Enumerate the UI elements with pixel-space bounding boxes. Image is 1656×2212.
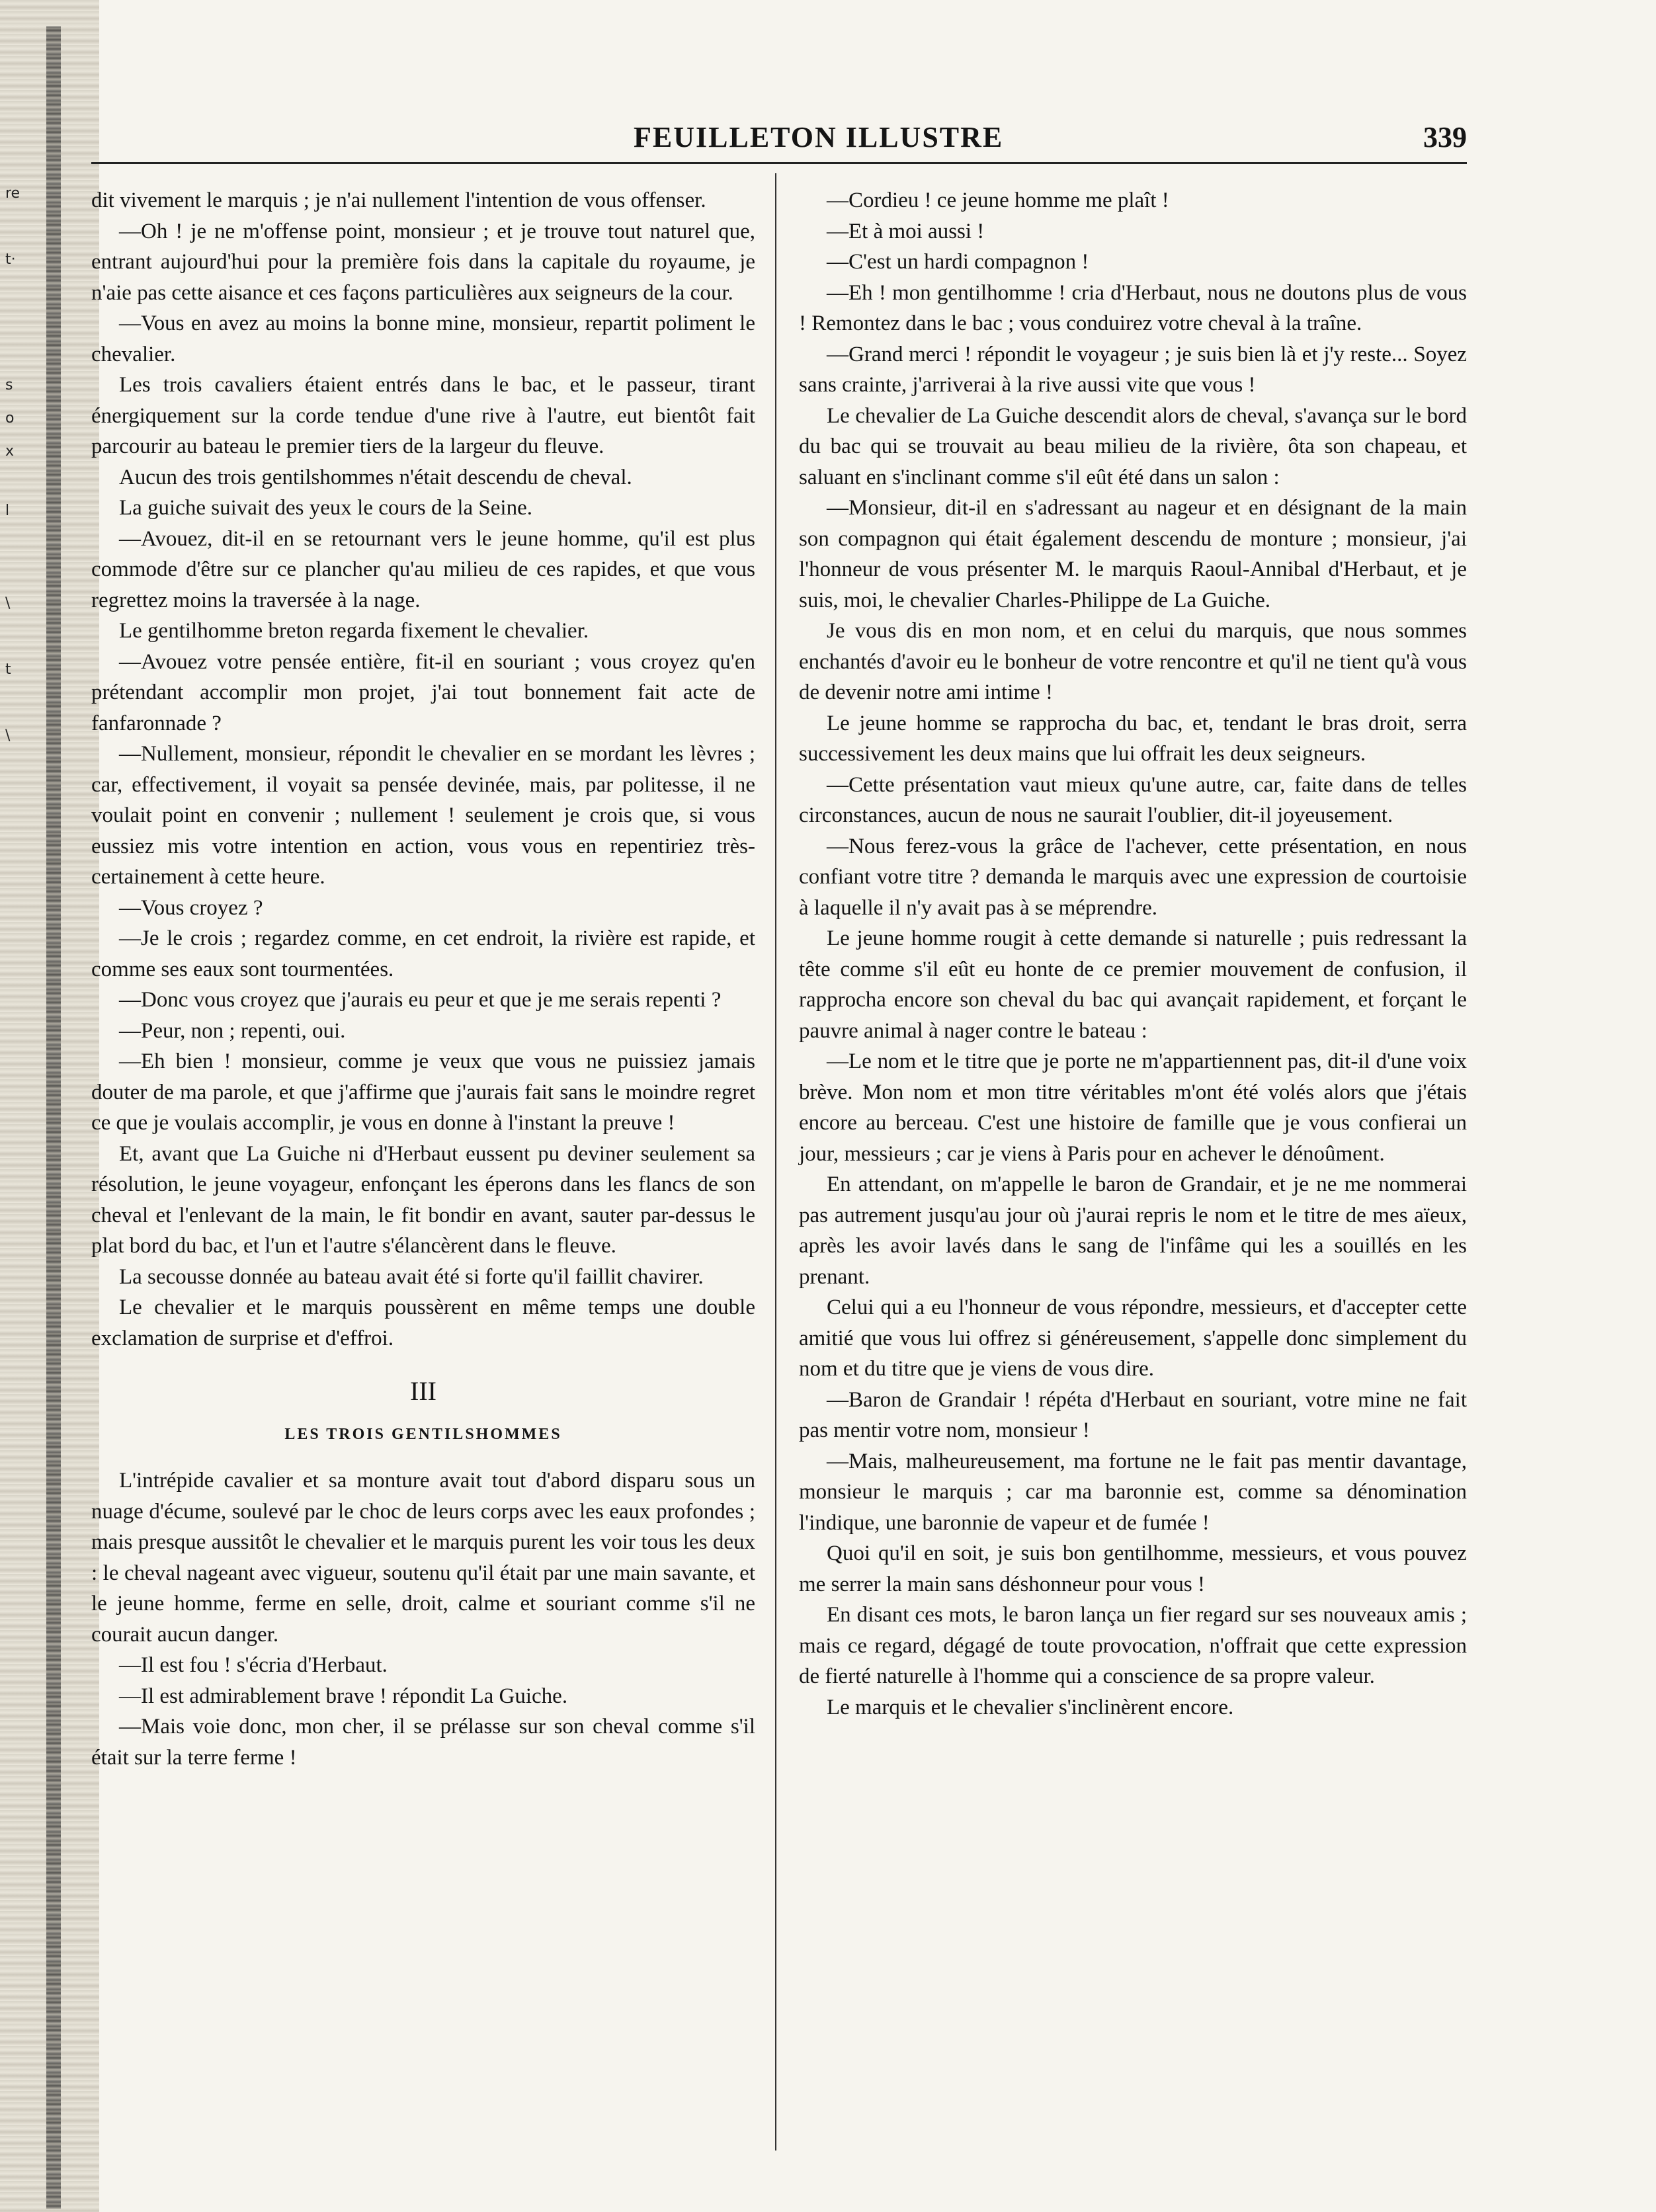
paragraph: —Oh ! je ne m'offense point, monsieur ; et je trouve tout naturel que, entrant aujourd'hui pour la première fois dans la capitale du royaume, je n'aie pas cette aisance et ces façons particulières aux seigneurs de la cour. <box>91 219 755 305</box>
paragraph: —Eh bien ! monsieur, comme je veux que vous ne puissiez jamais douter de ma parole, et que j'affirme que j'aurais fait sans le moindre regret ce que je voulais accomplir, je vous en donne à l'instant la preuve ! <box>91 1049 755 1135</box>
paragraph: —Nous ferez-vous la grâce de l'achever, cette présentation, en nous confiant votre titre ? demanda le marquis avec une expression de courtoisie à laquelle il n'y avait pas à se méprendre. <box>799 834 1467 920</box>
paragraph: —Peur, non ; repenti, oui. <box>119 1018 346 1043</box>
paragraph: La secousse donnée au bateau avait été si forte qu'il faillit chavirer. <box>119 1264 704 1289</box>
margin-mark: x <box>5 443 15 460</box>
page-number: 339 <box>1423 121 1467 153</box>
paragraph: —Il est admirablement brave ! répondit La Guiche. <box>119 1684 568 1708</box>
paragraph: —Monsieur, dit-il en s'adressant au nageur et en désignant de la main son compagnon qui était également descendu de monture ; monsieur, j'ai l'honneur de vous présenter M. le marquis Raoul-Annibal d'Herbaut, et je suis, moi, le chevalier Charles-Philippe de La Guiche. <box>799 496 1467 612</box>
paragraph: Et, avant que La Guiche ni d'Herbaut eussent pu deviner seulement sa résolution, le jeune voyageur, enfonçant les éperons dans les flancs de son cheval et l'enlevant de la main, le fit bondir en avant, sauter par-dessus le plat bord du bac, et l'un et l'autre s'élancèrent dans le fleuve. <box>91 1141 755 1258</box>
paragraph: Aucun des trois gentilshommes n'était descendu de cheval. <box>119 465 632 489</box>
header-rule <box>91 162 1467 164</box>
margin-mark: o <box>5 410 15 427</box>
paragraph: —Il est fou ! s'écria d'Herbaut. <box>119 1653 388 1677</box>
paragraph: —Et à moi aussi ! <box>827 219 985 243</box>
paragraph: —Vous en avez au moins la bonne mine, monsieur, repartit poliment le chevalier. <box>91 311 755 366</box>
paragraph: —Donc vous croyez que j'aurais eu peur et que je me serais repenti ? <box>119 988 722 1012</box>
section-title: LES TROIS GENTILSHOMMES <box>284 1425 562 1443</box>
left-column <box>91 185 755 2143</box>
paragraph: Celui qui a eu l'honneur de vous répondre, messieurs, et d'accepter cette amitié que vous lui offrez si généreusement, s'appelle donc simplement du nom et du titre que je viens de vous dire. <box>799 1295 1467 1381</box>
paragraph: Quoi qu'il en soit, je suis bon gentilhomme, messieurs, et vous pouvez me serrer la main sans déshonneur pour vous ! <box>799 1541 1467 1596</box>
paragraph: La guiche suivait des yeux le cours de la Seine. <box>119 496 532 520</box>
paragraph: En attendant, on m'appelle le baron de Grandair, et je ne me nommerai pas autrement jusqu'au jour où j'aurai repris le nom et le titre de mes aïeux, après les avoir lavés dans le sang de l'infâme qui les a souillés en les prenant. <box>799 1172 1467 1289</box>
paragraph: —Avouez votre pensée entière, fit-il en souriant ; vous croyez qu'en prétendant accomplir mon projet, j'ai tout bonnement fait acte de fanfaronnade ? <box>91 649 755 735</box>
margin-mark: t· <box>5 251 16 268</box>
paragraph: En disant ces mots, le baron lança un fier regard sur ses nouveaux amis ; mais ce regard, dégagé de toute provocation, n'offrait que cette expression de fierté naturelle à l'homme qui a conscience de sa propre valeur. <box>799 1603 1467 1688</box>
margin-mark: \ <box>5 727 11 744</box>
section-text <box>91 1465 755 1773</box>
paragraph: —Je le crois ; regardez comme, en cet endroit, la rivière est rapide, et comme ses eaux sont tourmentées. <box>91 926 755 981</box>
paragraph: —Avouez, dit-il en se retournant vers le jeune homme, qu'il est plus commode d'être sur ce plancher qu'au milieu de ces rapides, et que vous regrettez moins la traversée à la nage. <box>91 526 755 612</box>
binding-edge <box>46 26 61 2209</box>
paragraph: Les trois cavaliers étaient entrés dans le bac, et le passeur, tirant énergiquement sur la corde tendue d'une rive à l'autre, eut bientôt fait parcourir au bateau le premier tiers de la largeur du fleuve. <box>91 373 755 458</box>
paragraph: —Eh ! mon gentilhomme ! cria d'Herbaut, nous ne doutons plus de vous ! Remontez dans le bac ; vous conduirez votre cheval à la traîne. <box>799 280 1467 335</box>
margin-mark: l <box>5 503 10 519</box>
paragraph: Le chevalier de La Guiche descendit alors de cheval, s'avança sur le bord du bac qui se trouvait au beau milieu de la rivière, ôta son chapeau, et saluant en s'inclinant comme s'il eût été dans un salon : <box>799 403 1467 489</box>
paragraph: —C'est un hardi compagnon ! <box>827 250 1089 274</box>
paragraph: Je vous dis en mon nom, et en celui du marquis, que nous sommes enchantés d'avoir eu le bonheur de votre rencontre et qu'il ne tient qu'à vous de devenir notre ami intime ! <box>799 619 1467 704</box>
column-divider <box>775 173 776 2151</box>
paragraph: Le jeune homme rougit à cette demande si naturelle ; puis redressant la tête comme s'il eût eu honte de ce premier mouvement de confusion, il rapprocha encore son cheval du bac qui avançait rapidement, et forçant le pauvre animal à nager contre le bateau : <box>799 926 1467 1043</box>
paragraph: —Mais voie donc, mon cher, il se prélasse sur son cheval comme s'il était sur la terre ferme ! <box>91 1715 755 1770</box>
paragraph: —Baron de Grandair ! répéta d'Herbaut en souriant, votre mine ne fait pas mentir votre nom, monsieur ! <box>799 1387 1467 1442</box>
paragraph: —Cette présentation vaut mieux qu'une autre, car, faite dans de telles circonstances, aucun de nous ne saurait l'oublier, dit-il joyeusement. <box>799 772 1467 827</box>
paragraph: Le gentilhomme breton regarda fixement le chevalier. <box>119 619 589 643</box>
paragraph: Le jeune homme se rapprocha du bac, et, tendant le bras droit, serra successivement les deux mains que lui offrait les deux seigneurs. <box>799 711 1467 766</box>
paragraph: —Vous croyez ? <box>119 895 263 920</box>
left-column-text <box>91 185 755 1354</box>
paragraph: dit vivement le marquis ; je n'ai nullement l'intention de vous offenser. <box>91 188 706 212</box>
margin-marks <box>0 0 40 2212</box>
right-column <box>799 185 1467 2143</box>
paragraph: —Le nom et le titre que je porte ne m'appartiennent pas, dit-il d'une voix brève. Mon nom et mon titre véritables m'ont été volés alors que j'étais encore au berceau. C'est une histoire de famille que je vous confierai un jour, messieurs ; car je viens à Paris pour en achever le dénoûment. <box>799 1049 1467 1166</box>
margin-mark: \ <box>5 595 11 612</box>
paragraph: —Mais, malheureusement, ma fortune ne le fait pas mentir davantage, monsieur le marquis ; car ma baronnie est, comme sa dénomination l'indique, une baronnie de vapeur et de fumée ! <box>799 1449 1467 1535</box>
paragraph: Le chevalier et le marquis poussèrent en même temps une double exclamation de surprise et d'effroi. <box>91 1295 755 1350</box>
section-number: III <box>410 1376 436 1406</box>
page-header <box>91 111 1467 164</box>
margin-mark: re <box>5 185 21 202</box>
paragraph: —Cordieu ! ce jeune homme me plaît ! <box>827 188 1169 212</box>
running-title: FEUILLETON ILLUSTRE <box>634 121 1004 153</box>
margin-mark: s <box>5 377 13 393</box>
paragraph: —Nullement, monsieur, répondit le chevalier en se mordant les lèvres ; car, effectivement, il voyait sa pensée devinée, mais, par politesse, il ne voulait point en convenir ; nullement ! seulement je crois que, si vous eussiez mis votre intention en action, vous vous en repentiriez très-certainement à cette heure. <box>91 742 755 889</box>
paragraph: Le marquis et le chevalier s'inclinèrent encore. <box>827 1695 1234 1719</box>
paragraph: —Grand merci ! répondit le voyageur ; je suis bien là et j'y reste... Soyez sans crainte, j'arriverai à la rive aussi vite que vous ! <box>799 342 1467 397</box>
paragraph: L'intrépide cavalier et sa monture avait tout d'abord disparu sous un nuage d'écume, soulevé par le choc de leurs corps avec les eaux profondes ; mais presque aussitôt le chevalier et le marquis purent les voir tous les deux : le cheval nageant avec vigueur, soutenu qu'il était par une main savante, et le jeune homme, ferme en selle, droit, calme et souriant comme s'il ne courait aucun danger. <box>91 1469 755 1647</box>
margin-mark: t <box>5 661 11 678</box>
